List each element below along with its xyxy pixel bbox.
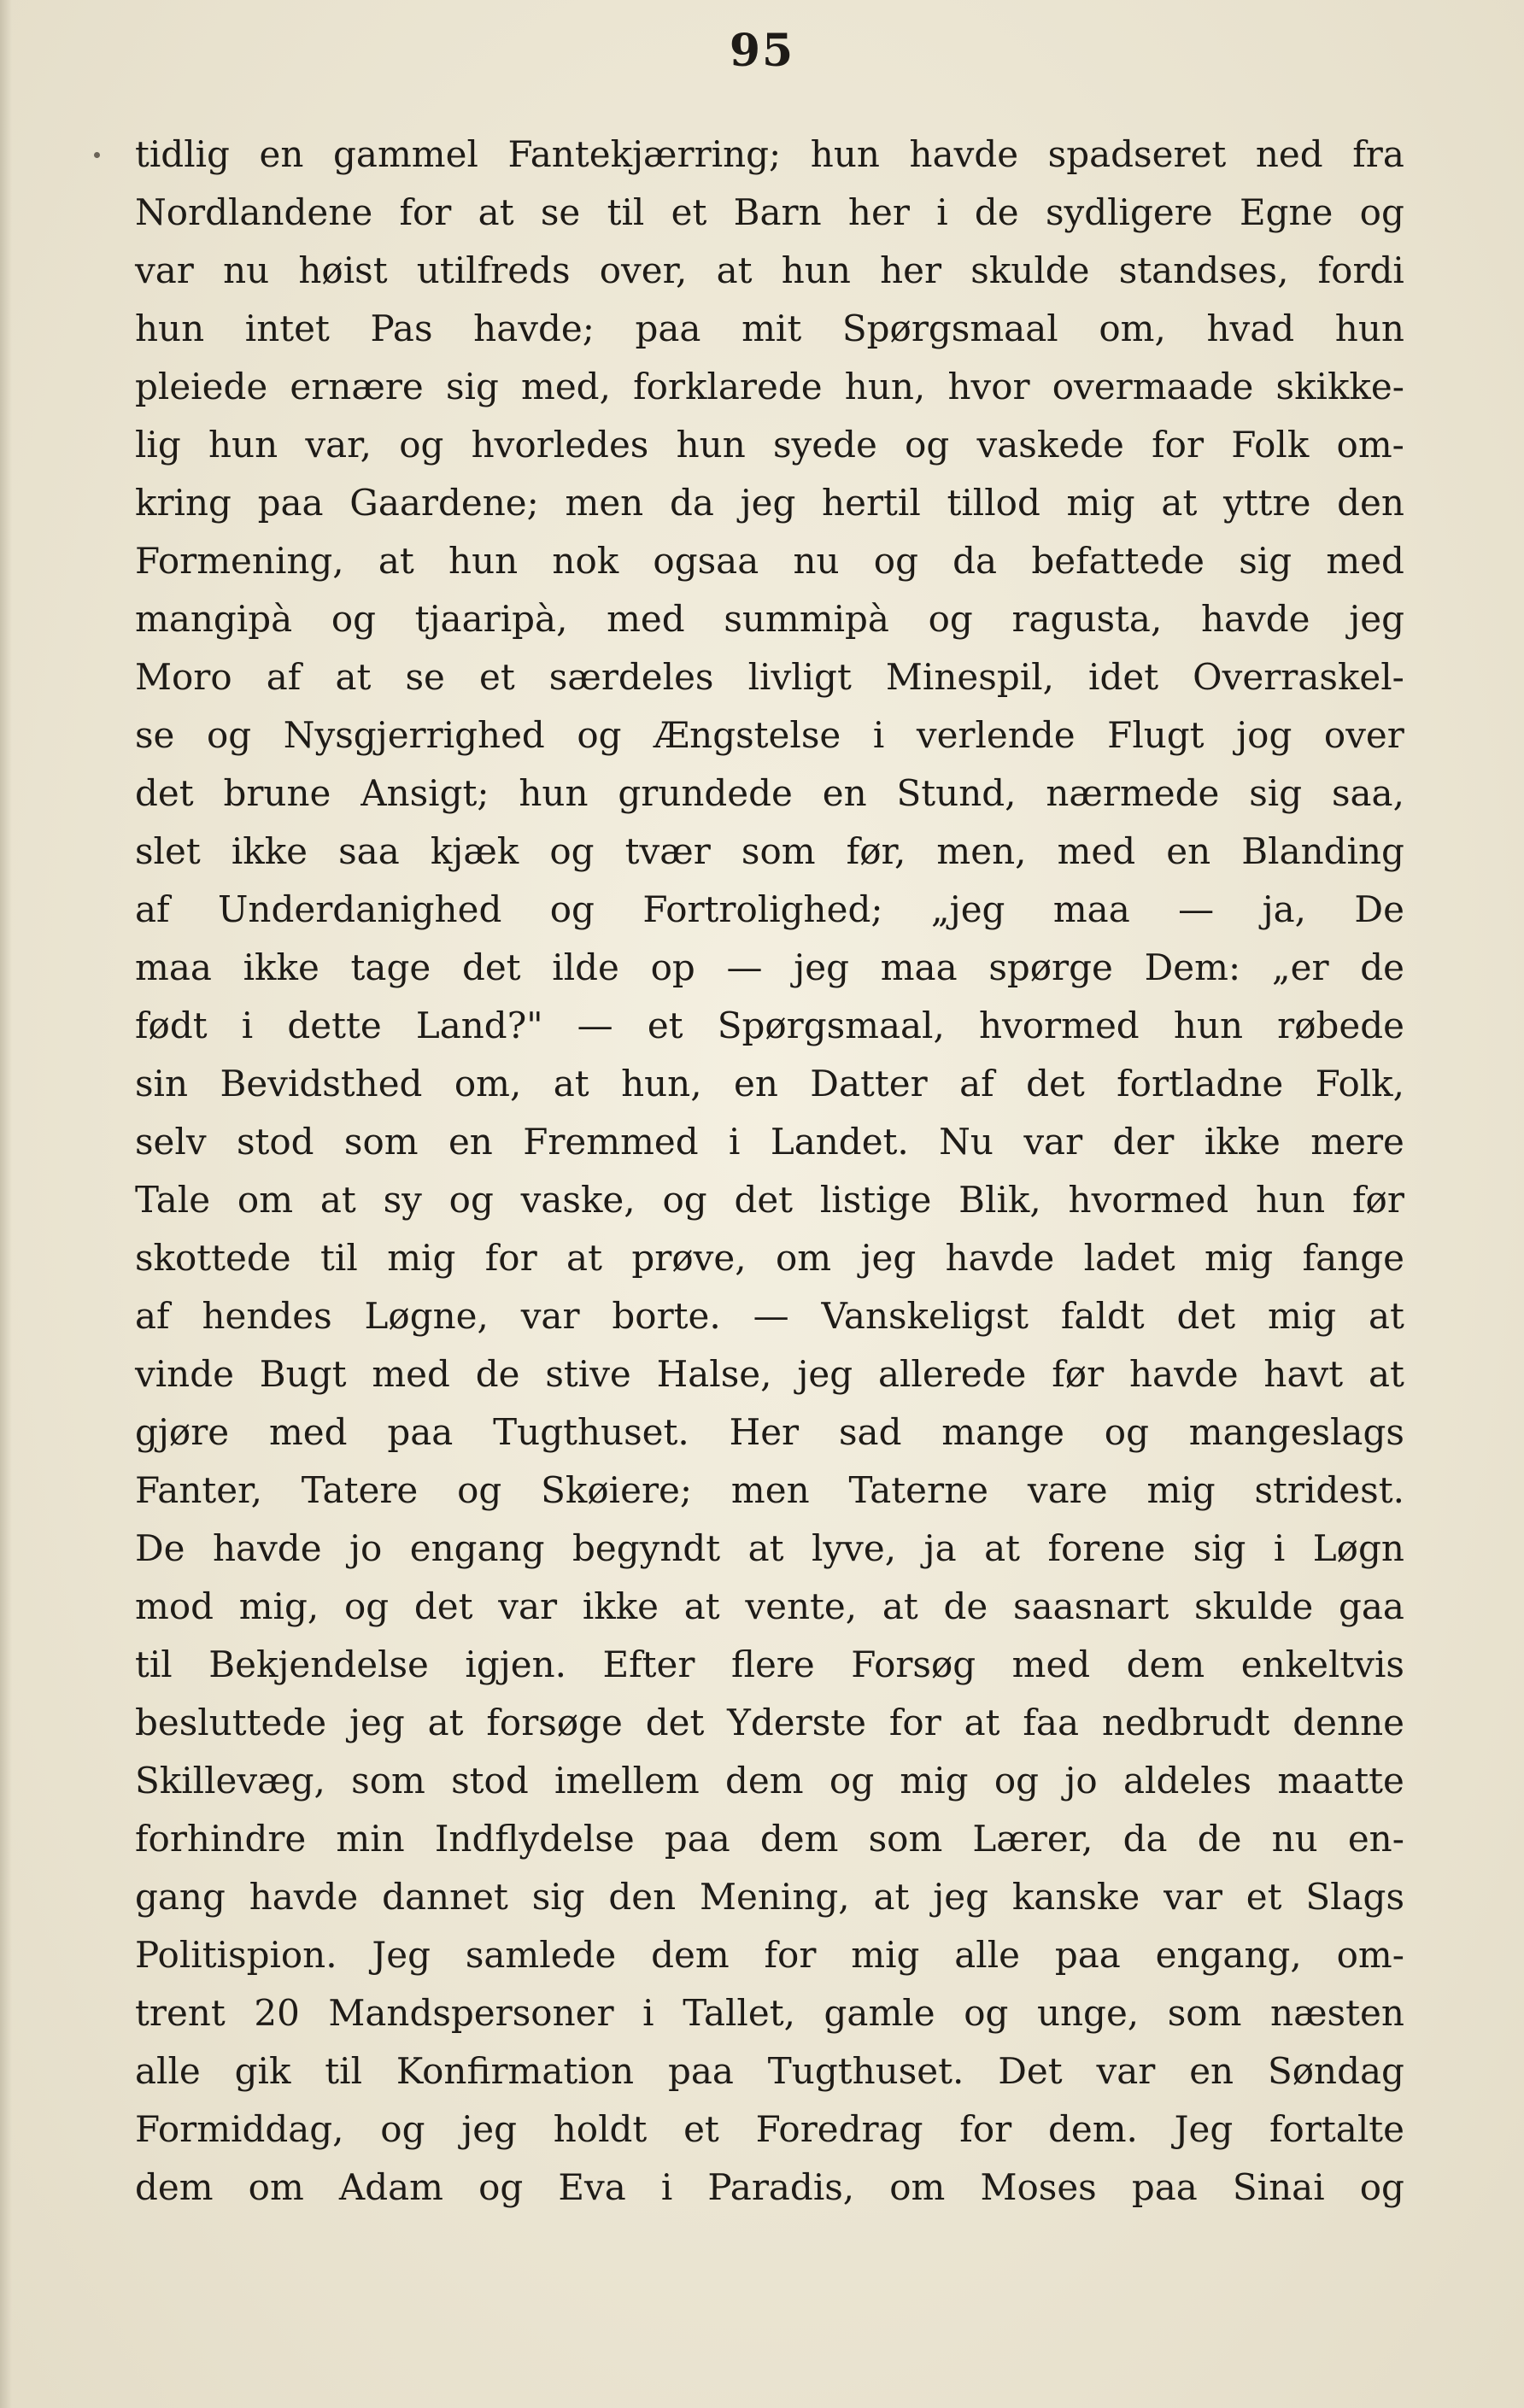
text-line: af Underdanighed og Fortrolighed; „jeg maa — ja, De: [135, 888, 1404, 930]
text-line: mod mig, og det var ikke at vente, at de saasnart skulde gaa: [135, 1585, 1404, 1627]
text-line: gjøre med paa Tugthuset. Her sad mange og mangeslags: [135, 1410, 1404, 1453]
text-line: var nu høist utilfreds over, at hun her skulde standses, fordi: [135, 249, 1404, 291]
text-line: hun intet Pas havde; paa mit Spørgsmaal om, hvad hun: [135, 307, 1404, 349]
text-line: af hendes Løgne, var borte. — Vanskeligst faldt det mig at: [135, 1294, 1404, 1337]
text-line: Politispion. Jeg samlede dem for mig alle paa engang, om-: [135, 1933, 1404, 1976]
text-line: De havde jo engang begyndt at lyve, ja at forene sig i Løgn: [135, 1526, 1404, 1569]
text-line: mangipà og tjaaripà, med summipà og ragusta, havde jeg: [135, 597, 1404, 640]
page-left-edge: [0, 0, 12, 2408]
text-line: til Bekjendelse igjen. Efter flere Forsøg med dem enkeltvis: [135, 1643, 1404, 1685]
text-line: tidlig en gammel Fantekjærring; hun havde spadseret ned fra: [135, 132, 1404, 175]
text-line: maa ikke tage det ilde op — jeg maa spørge Dem: „er de: [135, 946, 1404, 988]
text-line: sin Bevidsthed om, at hun, en Datter af det fortladne Folk,: [135, 1062, 1404, 1104]
text-line: født i dette Land?" — et Spørgsmaal, hvormed hun røbede: [135, 1004, 1404, 1046]
text-line: slet ikke saa kjæk og tvær som før, men, med en Blanding: [135, 829, 1404, 872]
text-line: Formening, at hun nok ogsaa nu og da befattede sig med: [135, 539, 1404, 582]
text-line: kring paa Gaardene; men da jeg hertil tillod mig at yttre den: [135, 481, 1404, 524]
text-line: pleiede ernære sig med, forklarede hun, hvor overmaade skikke-: [135, 365, 1404, 407]
text-line: besluttede jeg at forsøge det Yderste for at faa nedbrudt denne: [135, 1701, 1404, 1743]
text-line: alle gik til Konfirmation paa Tugthuset. Det var en Søndag: [135, 2049, 1404, 2092]
text-line: se og Nysgjerrighed og Ængstelse i verlende Flugt jog over: [135, 713, 1404, 756]
text-line: dem om Adam og Eva i Paradis, om Moses paa Sinai og: [135, 2165, 1404, 2208]
text-line: forhindre min Indflydelse paa dem som Lærer, da de nu en-: [135, 1817, 1404, 1860]
body-text: [135, 125, 1404, 2216]
text-line: skottede til mig for at prøve, om jeg havde ladet mig fange: [135, 1236, 1404, 1279]
text-line: det brune Ansigt; hun grundede en Stund, nærmede sig saa,: [135, 771, 1404, 814]
page-number: 95: [729, 25, 795, 77]
text-line: Nordlandene for at se til et Barn her i de sydligere Egne og: [135, 190, 1404, 233]
text-line: lig hun var, og hvorledes hun syede og vaskede for Folk om-: [135, 423, 1404, 466]
text-line: Moro af at se et særdeles livligt Minespil, idet Overraskel-: [135, 655, 1404, 698]
text-line: Fanter, Tatere og Skøiere; men Taterne vare mig stridest.: [135, 1468, 1404, 1511]
text-line: Formiddag, og jeg holdt et Foredrag for dem. Jeg fortalte: [135, 2107, 1404, 2150]
text-line: trent 20 Mandspersoner i Tallet, gamle og unge, som næsten: [135, 1991, 1404, 2034]
text-line: Tale om at sy og vaske, og det listige Blik, hvormed hun før: [135, 1178, 1404, 1221]
text-line: vinde Bugt med de stive Halse, jeg allerede før havde havt at: [135, 1352, 1404, 1395]
text-line: gang havde dannet sig den Mening, at jeg kanske var et Slags: [135, 1875, 1404, 1918]
text-line: selv stod som en Fremmed i Landet. Nu var der ikke mere: [135, 1120, 1404, 1163]
margin-mark: [94, 152, 100, 158]
text-line: Skillevæg, som stod imellem dem og mig og jo aldeles maatte: [135, 1759, 1404, 1802]
